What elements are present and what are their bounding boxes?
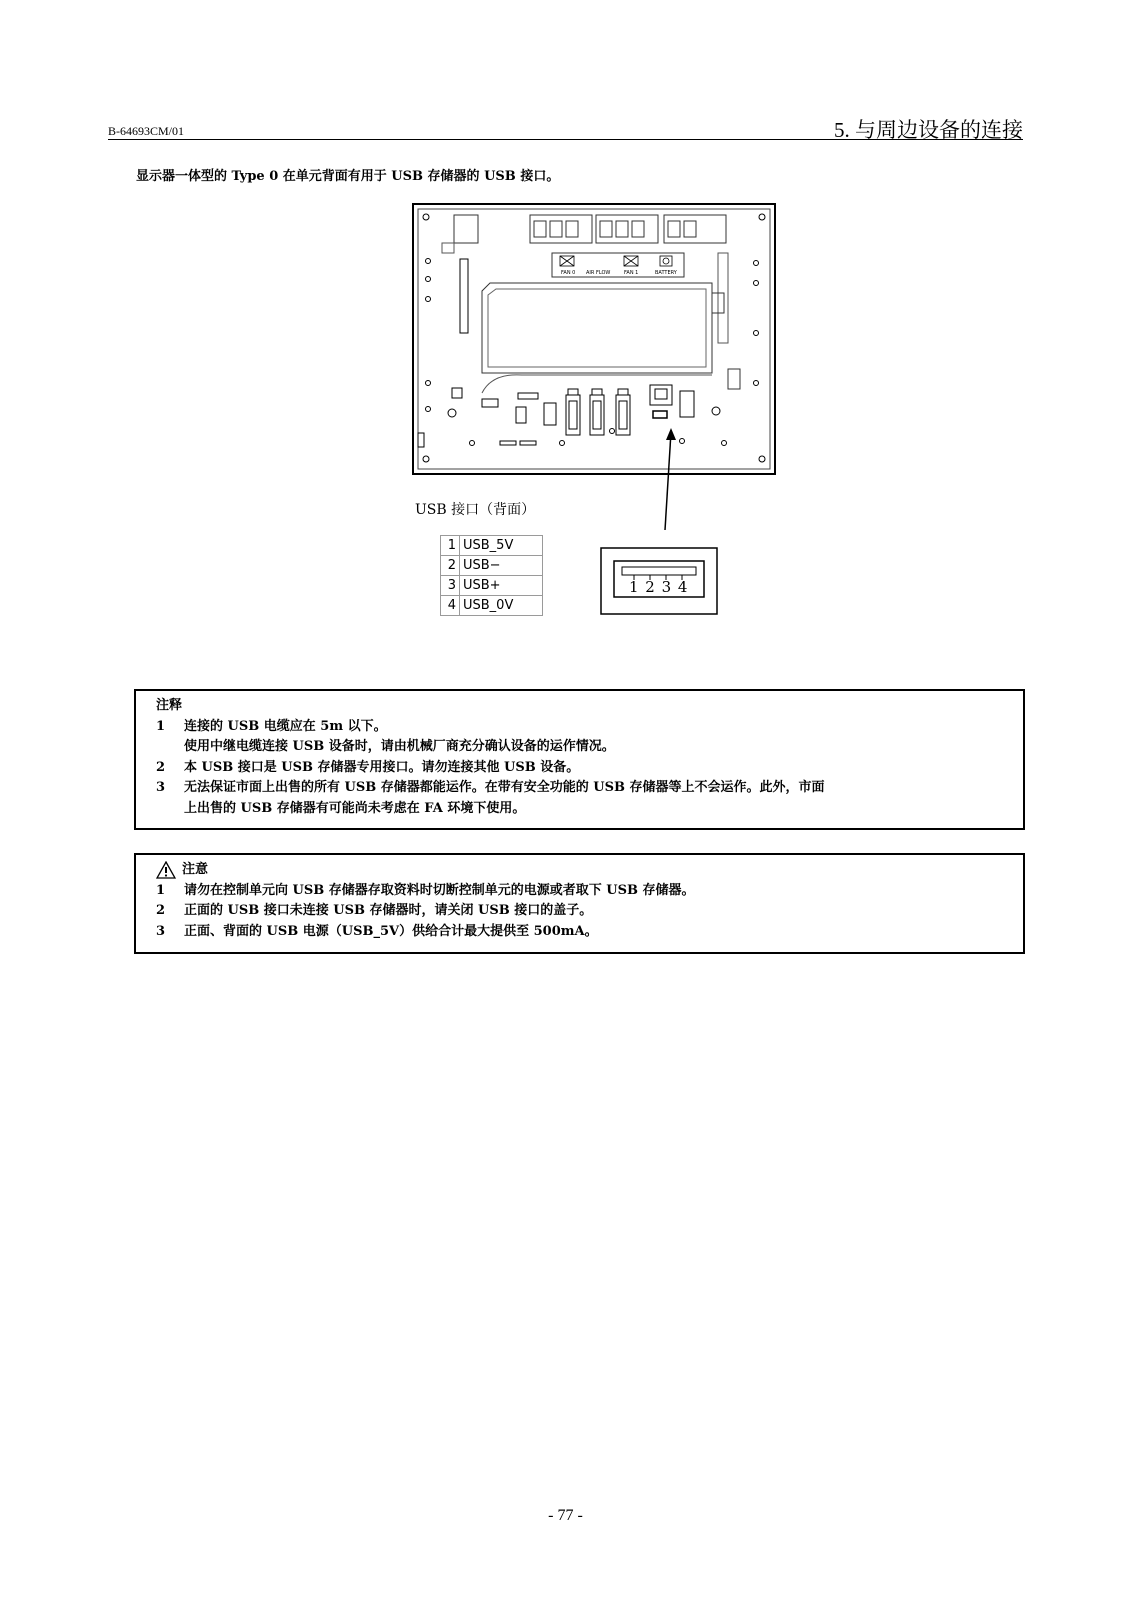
item-number: 3 [156, 923, 166, 939]
document-code: B-64693CM/01 [108, 124, 185, 138]
list-item [156, 758, 1007, 779]
warning-triangle-icon [156, 861, 176, 879]
item-text: 正面、背面的 USB 电源（USB_5V）供给合计最大提供至 500mA。 [184, 923, 598, 939]
table-row [441, 596, 543, 616]
table-row [441, 536, 543, 556]
item-number: 1 [156, 718, 166, 734]
table-row [441, 556, 543, 576]
list-item [156, 778, 1007, 799]
intro-paragraph: 显示器一体型的 Type 0 在单元背面有用于 USB 存储器的 USB 接口。 [136, 169, 560, 184]
caution-title: 注意 [182, 862, 209, 877]
item-text: 正面的 USB 接口未连接 USB 存储器时，请关闭 USB 接口的盖子。 [184, 903, 593, 918]
panel-label-battery: BATTERY [655, 270, 677, 276]
connector-pin-numbers: 1 2 3 4 [629, 578, 689, 596]
usb-connector-diagram [600, 547, 718, 615]
panel-label-fan1: FAN 1 [624, 270, 639, 276]
unit-back-panel-diagram [412, 203, 777, 478]
pin-number: 4 [441, 596, 460, 616]
note-box [134, 689, 1025, 830]
caution-heading [156, 860, 1007, 881]
note-title: 注释 [156, 698, 183, 713]
header-rule [108, 139, 1023, 140]
usb-port-caption: USB 接口（背面） [415, 502, 536, 518]
pin-signal: USB− [460, 556, 543, 576]
pin-number: 3 [441, 576, 460, 596]
section-title: 5. 与周边设备的连接 [834, 118, 1023, 142]
item-text: 请勿在控制单元向 USB 存储器存取资料时切断控制单元的电源或者取下 USB 存储器。 [184, 882, 695, 898]
list-item [156, 901, 1007, 922]
item-text: 本 USB 接口是 USB 存储器专用接口。请勿连接其他 USB 设备。 [184, 759, 580, 775]
item-continuation: 使用中继电缆连接 USB 设备时，请由机械厂商充分确认设备的运作情况。 [184, 739, 615, 754]
panel-label-fan0: FAN 0 [561, 270, 576, 276]
panel-label-airflow: AIR FLOW [586, 270, 611, 276]
item-number: 3 [156, 780, 166, 795]
item-number: 1 [156, 882, 166, 898]
pin-signal: USB_5V [460, 536, 543, 556]
table-row [441, 576, 543, 596]
pin-number: 1 [441, 536, 460, 556]
pin-signal: USB+ [460, 576, 543, 596]
item-text: 连接的 USB 电缆应在 5m 以下。 [184, 718, 387, 734]
item-continuation: 上出售的 USB 存储器有可能尚未考虑在 FA 环境下使用。 [184, 800, 526, 816]
page-number: - 77 - [548, 1507, 583, 1524]
list-item [156, 881, 1007, 902]
list-item [156, 717, 1007, 738]
item-text: 无法保证市面上出售的所有 USB 存储器都能运作。在带有安全功能的 USB 存储器等上不会运作。此外，市面 [184, 780, 825, 795]
item-number: 2 [156, 903, 166, 918]
list-item [156, 922, 1007, 943]
caution-box [134, 853, 1025, 954]
pin-number: 2 [441, 556, 460, 576]
pin-signal: USB_0V [460, 596, 543, 616]
item-number: 2 [156, 759, 166, 775]
usb-pin-table [440, 535, 543, 616]
